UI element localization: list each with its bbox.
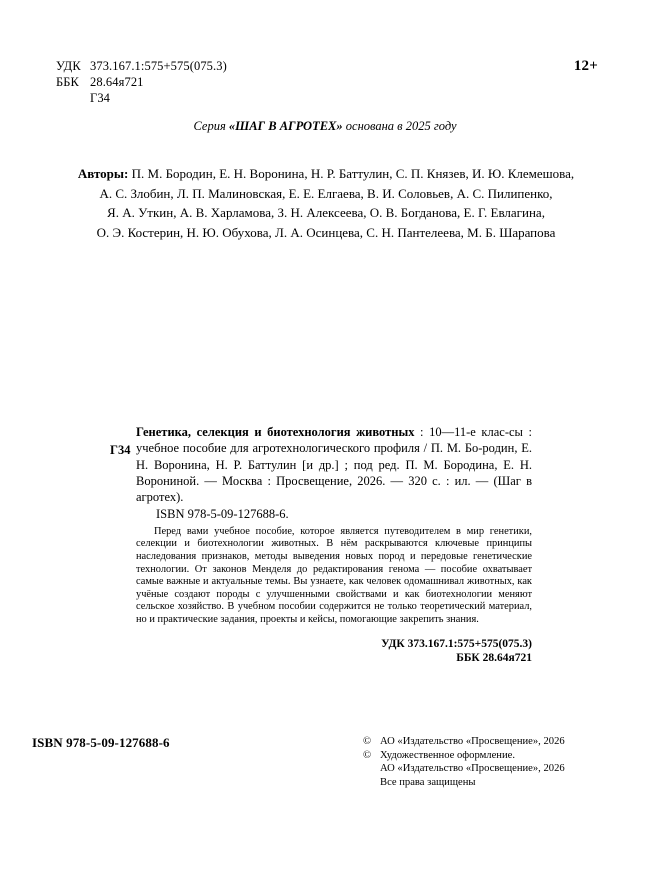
authors-line-4: О. Э. Костерин, Н. Ю. Обухова, Л. А. Осинцева, С. Н. Пантелеева, М. Б. Шарапова (96, 224, 556, 240)
cip-udk-repeat: УДК 373.167.1:575+575(075.3) (381, 637, 532, 650)
classification-codes (56, 58, 227, 106)
cip-description (136, 424, 532, 505)
copyright-block (363, 735, 623, 789)
udk-value: 373.167.1:575+575(075.3) (90, 59, 227, 73)
copyright-text-2: Художественное оформление. (380, 749, 515, 761)
authors-line-1 (56, 164, 596, 184)
copyright-mark-2: © (363, 749, 372, 761)
shelf-code: Г34 (90, 91, 111, 105)
copyright-row-2 (363, 749, 623, 763)
udk-row (56, 58, 227, 74)
cip-isbn: ISBN 978-5-09-127688-6. (156, 507, 289, 522)
bbk-label: ББК (56, 75, 79, 89)
cip-shelf-code: Г34 (110, 443, 131, 457)
cip-block (110, 424, 532, 665)
footer-isbn: ISBN 978-5-09-127688-6 (32, 735, 170, 750)
copyright-mark-1: © (363, 736, 372, 747)
authors-line-2: А. С. Злобин, Л. П. Малиновская, Е. Е. Елгаева, В. И. Соловьев, А. С. Пилипенко, (99, 185, 553, 201)
cip-title: Генетика, селекция и биотехнология животных (136, 425, 415, 439)
series-name: «ШАГ В АГРОТЕХ» (228, 119, 343, 133)
copyright-text-1: АО «Издательство «Просвещение», 2026 (380, 736, 565, 747)
series-line (0, 119, 650, 134)
cip-codes (136, 637, 532, 665)
bbk-value: 28.64я721 (90, 75, 144, 89)
shelf-row (56, 90, 227, 106)
authors-line-3: Я. А. Уткин, А. В. Харламова, З. Н. Алексеева, О. В. Богданова, Е. Г. Евлагина, (107, 205, 545, 220)
annotation-text: Перед вами учебное пособие, которое является путеводителем в мир генетики, селекции и биотехнологии животных. В нём раскрываются ключевые принципы наследования признаков, методы выведения новых пород и передовые генетические технологии. От законов Менделя до редактирования генома — пособие охватывает самые важные и актуальные темы. Вы узнаете, как человек одомашнивал животных, как учёные создают породы с улучшенными свойствами и как биотехнологии меняют сельское хозяйство. В учебном пособии содержится не только теоретический материал, но и практические задания, проекты и кейсы, помогающие закрепить знания. (136, 525, 532, 625)
cip-subtitle: : 10—11-е клас- (414, 425, 509, 439)
cip-imprint: сы : учебное пособие для агротехнологического профиля / П. М. Бо-родин, Е. Н. Воронина, Н. Р. Баттулин [и др.] ; под ред. П. М. Бородина, Е. Н. Ворониной. — Москва : Просвещение, 2026. — 320 с. : ил. — (Шаг в агротех). (136, 425, 532, 505)
udk-label: УДК (56, 59, 81, 73)
copyright-row-1 (363, 735, 623, 749)
authors-names-1: П. М. Бородин, Е. Н. Воронина, Н. Р. Баттулин, С. П. Князев, И. Ю. Клемешова, (131, 166, 575, 181)
series-suffix: основана в 2025 году (342, 119, 457, 133)
bbk-row (56, 74, 227, 90)
age-rating-badge: 12+ (573, 58, 598, 74)
authors-label: Авторы: (77, 166, 129, 181)
authors-block (56, 164, 596, 242)
copyright-text-4: Все права защищены (380, 776, 476, 788)
cip-bbk-repeat: ББК 28.64я721 (456, 651, 532, 664)
copyright-text-3: АО «Издательство «Просвещение», 2026 (380, 763, 565, 775)
series-prefix: Серия (193, 119, 229, 133)
